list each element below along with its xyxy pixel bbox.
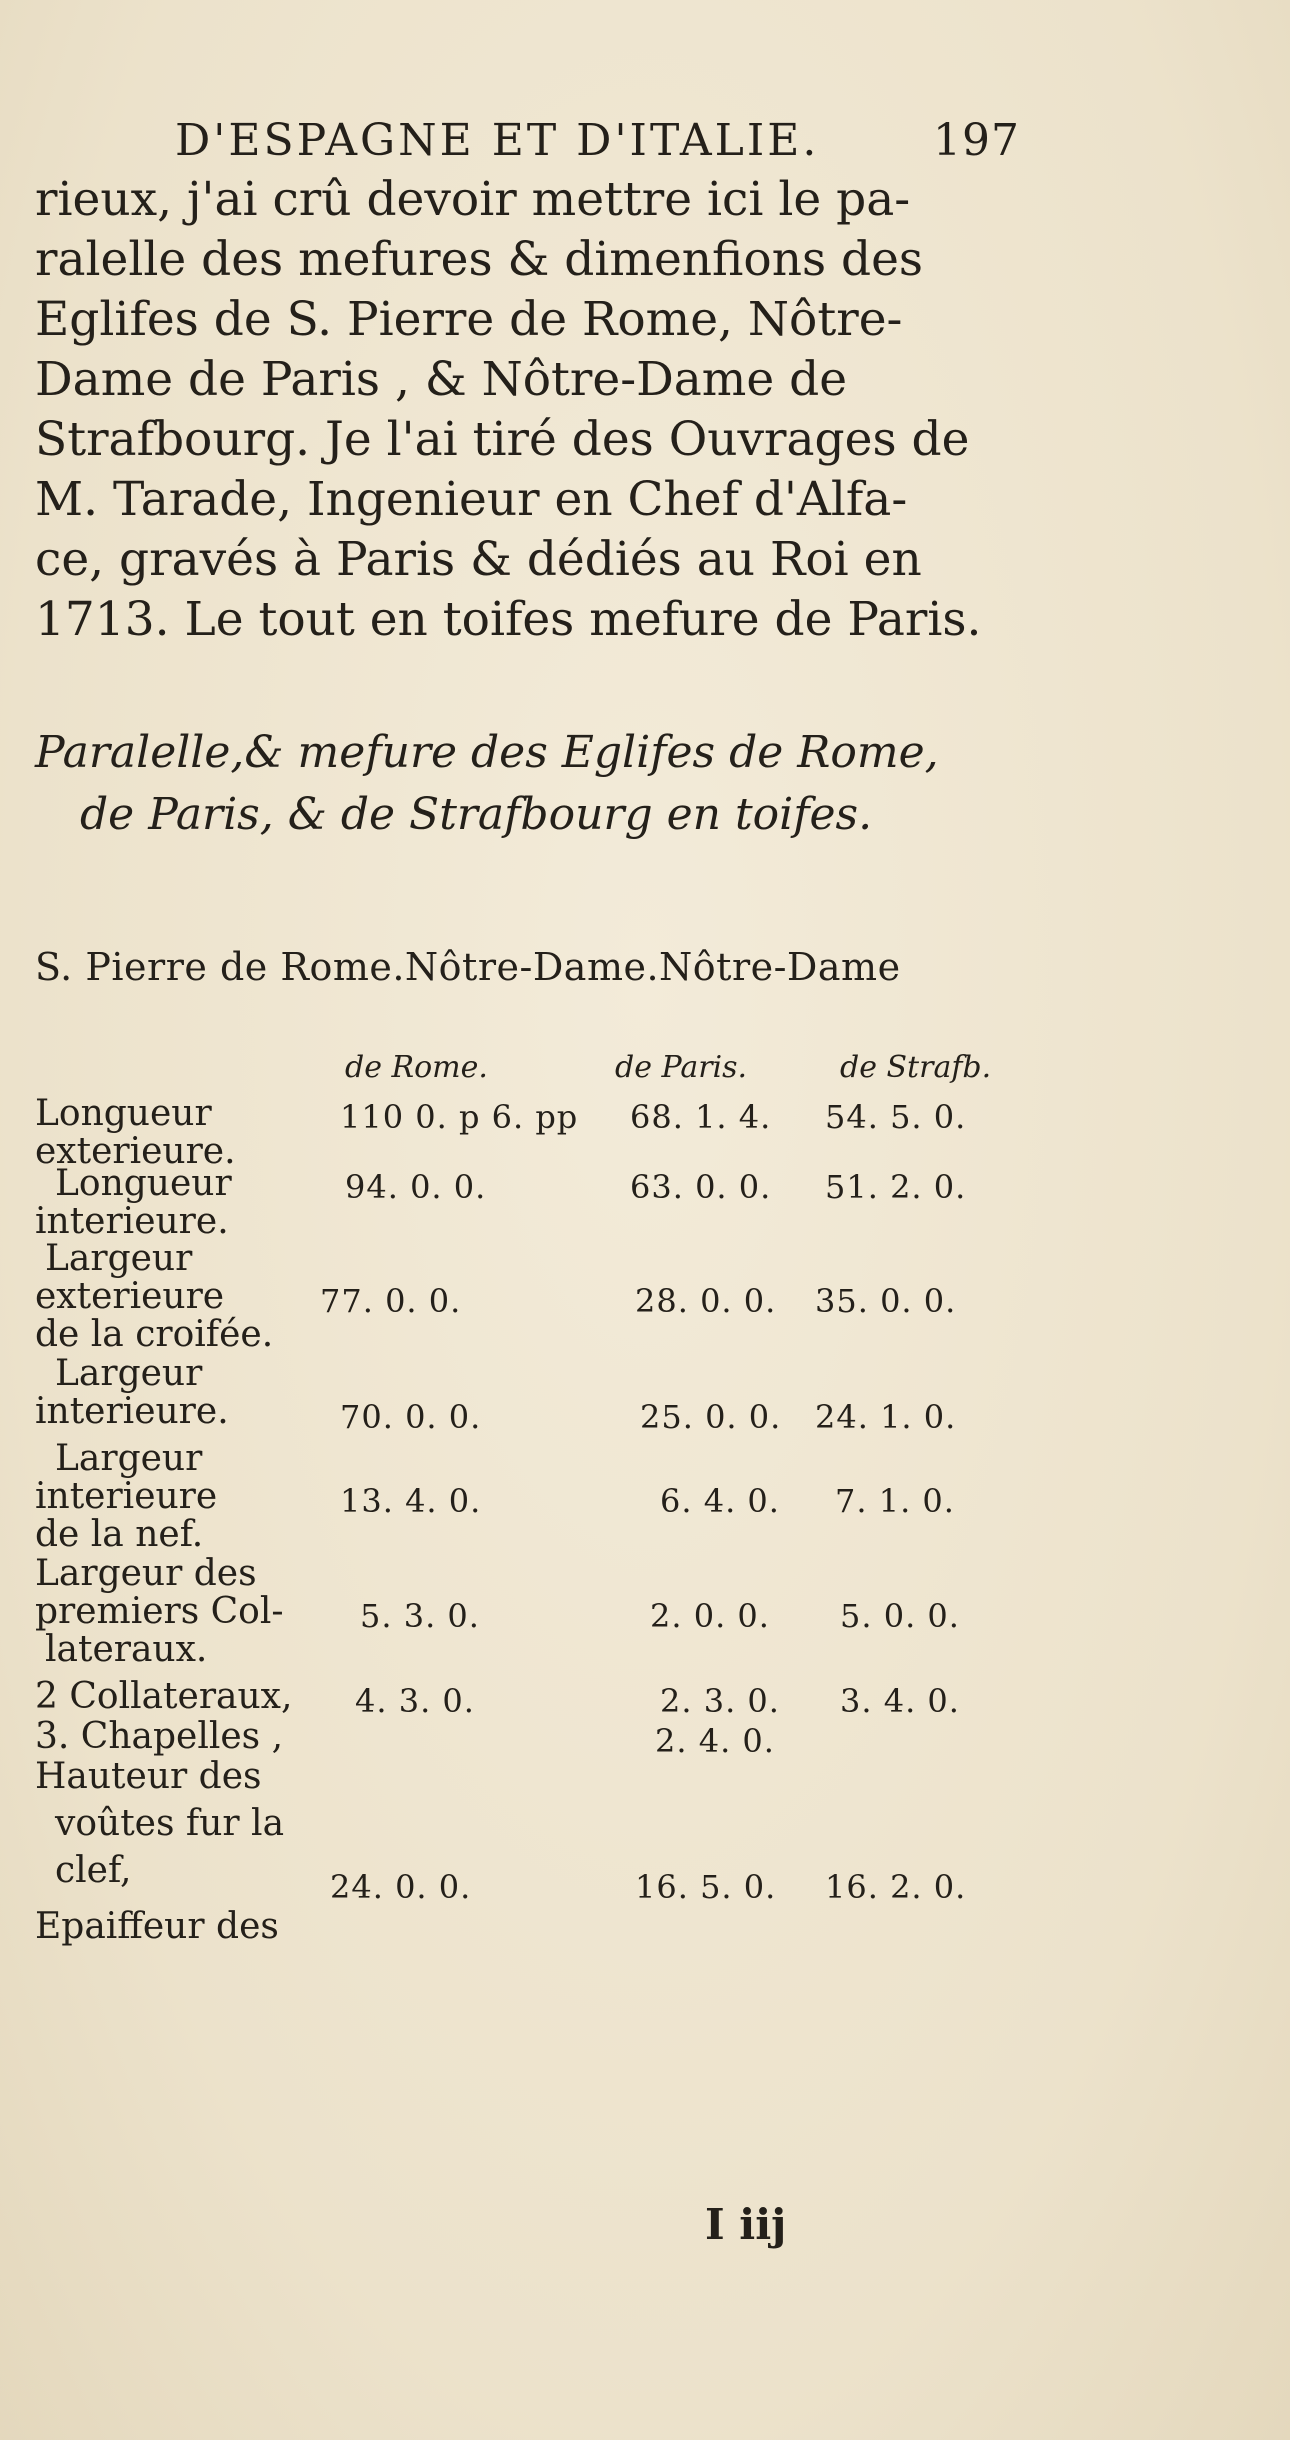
row-label-line: Largeur: [55, 1438, 203, 1479]
row-label-line: Largeur: [45, 1238, 193, 1279]
body-line: Eglifes de S. Pierre de Rome, Nôtre-: [35, 292, 903, 347]
running-header: [175, 115, 1020, 175]
signature-mark: I iij: [705, 2200, 787, 2249]
row-label-line: interieure.: [35, 1201, 229, 1242]
cell-strasbourg: 51. 2. 0.: [825, 1168, 967, 1206]
cell-strasbourg: 24. 1. 0.: [815, 1398, 957, 1436]
row-label-line: Largeur: [55, 1353, 203, 1394]
row-label-line: Longueur: [55, 1163, 232, 1204]
cell-rome: 94. 0. 0.: [345, 1168, 487, 1206]
row-label-line: Hauteur des: [35, 1756, 262, 1797]
row-label-line: premiers Col-: [35, 1591, 284, 1632]
cell-strasbourg: 16. 2. 0.: [825, 1868, 967, 1906]
table-title-line: Paralelle,& mefure des Eglifes de Rome,: [35, 727, 939, 778]
body-line: M. Tarade, Ingenieur en Chef d'Alfa-: [35, 472, 908, 527]
cell-paris: 16. 5. 0.: [635, 1868, 777, 1906]
row-label-line: Largeur des: [35, 1553, 257, 1594]
body-line: Strafbourg. Je l'ai tiré des Ouvrages de: [35, 412, 970, 467]
cell-paris: 68. 1. 4.: [630, 1098, 772, 1136]
cell-rome: 70. 0. 0.: [340, 1398, 482, 1436]
body-line: ce, gravés à Paris & dédiés au Roi en: [35, 532, 922, 587]
column-subheader-rome: de Rome.: [345, 1050, 488, 1085]
cell-rome: 77. 0. 0.: [320, 1282, 462, 1320]
column-subheader-strasbourg: de Strafb.: [840, 1050, 992, 1085]
cell-strasbourg: 5. 0. 0.: [840, 1597, 960, 1635]
row-label-line: exterieure.: [35, 1131, 236, 1172]
cell-strasbourg: 54. 5. 0.: [825, 1098, 967, 1136]
cell-paris: 2. 0. 0.: [650, 1597, 770, 1635]
cell-rome: 24. 0. 0.: [330, 1868, 472, 1906]
row-label-line: exterieure: [35, 1276, 225, 1317]
column-subheader-paris: de Paris.: [615, 1050, 748, 1085]
body-line: 1713. Le tout en toifes mefure de Paris.: [35, 592, 982, 647]
row-label-line: Epaiffeur des: [35, 1906, 279, 1947]
row-label-line: interieure.: [35, 1391, 229, 1432]
body-line: Dame de Paris , & Nôtre-Dame de: [35, 352, 848, 407]
row-label-line: clef,: [55, 1850, 132, 1891]
cell-rome: 4. 3. 0.: [355, 1682, 475, 1720]
cell-paris: 25. 0. 0.: [640, 1398, 782, 1436]
cell-strasbourg: 35. 0. 0.: [815, 1282, 957, 1320]
body-line: ralelle des mefures & dimenfions des: [35, 232, 924, 287]
body-paragraph: [35, 170, 1010, 650]
cell-rome: 5. 3. 0.: [360, 1597, 480, 1635]
page-number: 197: [933, 115, 1020, 166]
cell-paris: 2. 3. 0.: [660, 1682, 780, 1720]
body-line: rieux, j'ai crû devoir mettre ici le pa-: [35, 172, 911, 227]
cell-strasbourg: 7. 1. 0.: [835, 1482, 955, 1520]
running-title: D'ESPAGNE ET D'ITALIE.: [175, 115, 820, 166]
row-label-line: Longueur: [35, 1093, 212, 1134]
column-headers: S. Pierre de Rome.Nôtre-Dame.Nôtre-Dame: [35, 945, 901, 989]
cell-rome: 13. 4. 0.: [340, 1482, 482, 1520]
cell-paris: 28. 0. 0.: [635, 1282, 777, 1320]
cell-paris: 6. 4. 0.: [660, 1482, 780, 1520]
row-label-line: 3. Chapelles ,: [35, 1716, 284, 1757]
table-title-line: de Paris, & de Strafbourg en toifes.: [80, 789, 873, 840]
row-label-line: voûtes fur la: [55, 1803, 285, 1844]
table-title: [35, 722, 1035, 846]
cell-strasbourg: 3. 4. 0.: [840, 1682, 960, 1720]
row-label-line: de la nef.: [35, 1514, 204, 1555]
cell-paris: 63. 0. 0.: [630, 1168, 772, 1206]
cell-paris: 2. 4. 0.: [655, 1722, 775, 1760]
row-label-line: interieure: [35, 1476, 218, 1517]
row-label-line: de la croifée.: [35, 1314, 274, 1355]
row-label-line: lateraux.: [45, 1629, 208, 1670]
cell-rome: 110 0. p 6. pp: [340, 1098, 579, 1136]
row-label-line: 2 Collateraux,: [35, 1676, 293, 1717]
